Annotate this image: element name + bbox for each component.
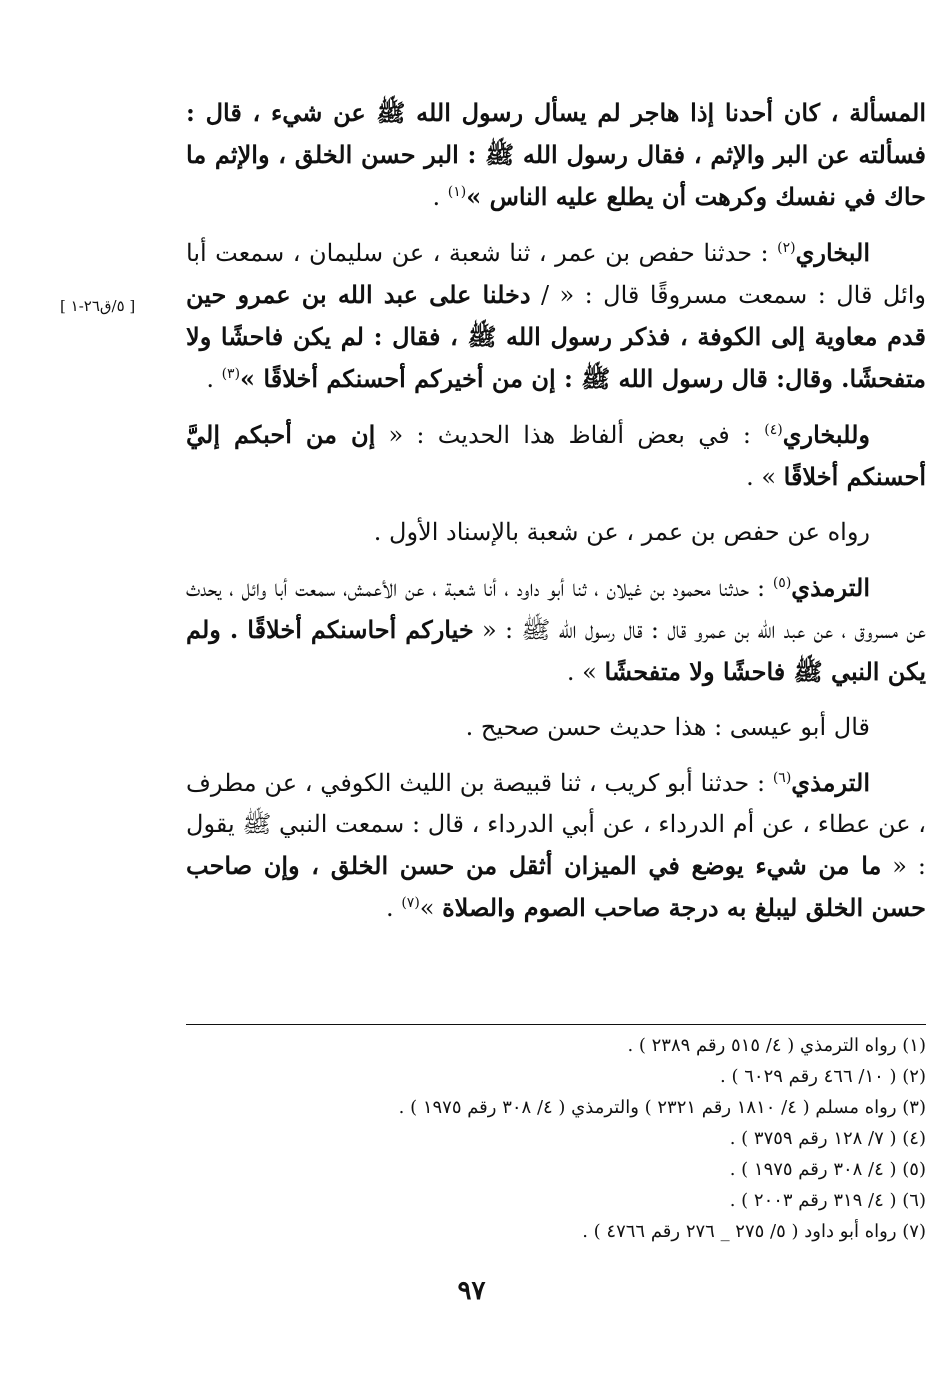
footnote: (٦) ( ٤/ ٣١٩ رقم ٢٠٠٣ ) . [729, 1190, 926, 1211]
footnotes [186, 1030, 926, 1247]
text-run: البخاري [795, 238, 870, 267]
paragraph [186, 762, 926, 929]
footnote-divider [186, 1024, 926, 1025]
paragraph [186, 414, 926, 498]
footnote: (٧) رواه أبو داود ( ٥/ ٢٧٥ _ ٢٧٦ رقم ٤٧٦٦ ) . [582, 1221, 926, 1242]
footnote: (٢) ( ١٠/ ٤٦٦ رقم ٦٠٢٩ ) . [720, 1066, 926, 1087]
text-run: . [206, 365, 222, 393]
footnote-marker: (٢) [777, 240, 796, 256]
footnote-marker: (٥) [772, 575, 792, 591]
text-run: دخلنا على عبد الله بن عمرو حين قدم معاوية إلى الكوفة ، فذكر رسول الله ﷺ ، فقال : لم يكن فاحشًا ولا متفحشًا. وقال: قال رسول الله ﷺ : إن من أخيركم أحسنكم أخلاقًا » [186, 280, 926, 393]
paragraph [186, 707, 926, 748]
text-run: خياركم أحاسنكم أخلاقًا . ولم يكن النبي ﷺ فاحشًا ولا متفحشًا [186, 615, 926, 686]
footnote: (٤) ( ٧/ ١٢٨ رقم ٣٧٥٩ ) . [729, 1128, 926, 1149]
text-run: الترمذي [791, 573, 870, 602]
footnote: (٣) رواه مسلم ( ٤/ ١٨١٠ رقم ٢٣٢١ ) والترمذي ( ٤/ ٣٠٨ رقم ١٩٧٥ ) . [398, 1097, 926, 1118]
footnote-marker: (١) [447, 184, 467, 200]
main-text [186, 92, 926, 943]
text-run: . [386, 894, 402, 922]
footnote: (١) رواه الترمذي ( ٤/ ٥١٥ رقم ٢٣٨٩ ) . [627, 1035, 926, 1056]
footnote-marker: (٧) [401, 895, 420, 911]
text-run: » [419, 894, 443, 922]
footnote-marker: (٣) [221, 366, 241, 382]
text-run: : حدثنا أبو كريب ، ثنا قبيصة بن الليث الكوفي ، عن مطرف ، عن عطاء ، عن أم الدرداء ، عن أبي الدرداء ، قال : سمعت النبي ﷺ يقول : « [186, 769, 927, 880]
text-run: رواه عن حفص بن عمر ، عن شعبة بالإسناد الأول . [373, 518, 870, 546]
text-run: ما من شيء يوضع في الميزان أثقل من حسن الخلق ، وإن صاحب حسن الخلق ليبلغ به درجة صاحب الصوم والصلاة [186, 851, 926, 922]
paragraph [186, 92, 926, 218]
footnote: (٥) ( ٤/ ٣٠٨ رقم ١٩٧٥ ) . [729, 1159, 926, 1180]
text-run: : حدثنا حفص بن عمر ، ثنا شعبة ، عن سليمان ، سمعت أبا وائل قال : سمعت مسروقًا قال : « / [186, 239, 927, 309]
footnote-marker: (٦) [772, 770, 792, 786]
text-run: قال أبو عيسى : هذا حديث حسن صحيح . [465, 713, 870, 741]
text-run: » . [746, 463, 784, 491]
text-run: : في بعض ألفاظ هذا الحديث : « [375, 421, 765, 449]
page-number: ٩٧ [457, 1276, 486, 1306]
manuscript-side-reference: [ ٥/ق٢٦-١ ] [60, 297, 136, 315]
paragraph [186, 512, 926, 553]
text-run: : حدثنا محمود بن غيلان ، ثنا أبو داود ، أنا شعبة ، عن الأعمش، سمعت أبا وائل ، يحدث عن مسروق ، عن عبد الله بن عمرو قال : قال رسول الله ﷺ : « [186, 574, 926, 644]
footnote-marker: (٤) [764, 422, 783, 438]
text-run: الترمذي [791, 768, 870, 797]
text-run: . [432, 183, 448, 211]
text-run: المسألة ، كان أحدنا إذا هاجر لم يسأل رسول الله ﷺ عن شيء ، قال : فسألته عن البر والإثم ، فقال رسول الله ﷺ : البر حسن الخلق ، والإثم ما حاك في نفسك وكرهت أن يطلع عليه الناس » [186, 98, 927, 211]
text-run: إن من أحبكم إليَّ أحسنكم أخلاقًا [186, 420, 926, 491]
paragraph [186, 232, 926, 400]
text-run: » . [566, 658, 605, 686]
paragraph [186, 567, 926, 693]
text-run: وللبخاري [782, 420, 870, 449]
